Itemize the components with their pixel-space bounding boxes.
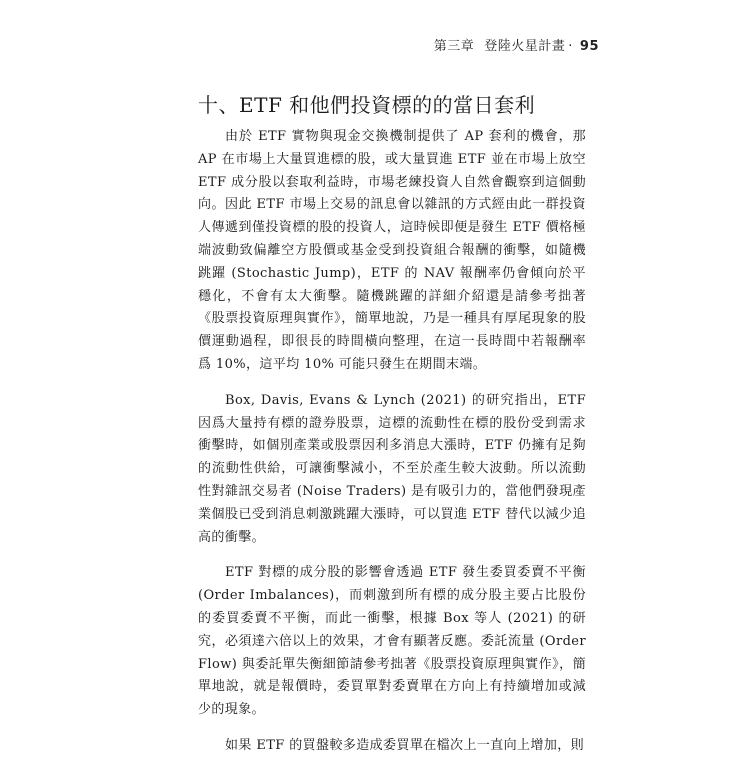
paragraph: ETF 對標的成分股的影響會透過 ETF 發生委買委賣不平衡 (Order Imbalances)，而刺激到所有標的成分股主要占比股份的委買委賣不平衡，而此一衝擊，根據 Box 等人 (2021) 的研究，必須達六倍以上的效果，才會有顯著反應。委託流量 (Order Flow) 與委託單失衡細節請參考拙著《股票投資原理與實作》，簡單地說，就是報價時，委買單對委賣單在方向上有持續增加或減少的現象。 xyxy=(198,565,586,718)
header-separator: ‧ xyxy=(568,39,573,54)
page-number: 95 xyxy=(579,39,599,54)
paragraph: 如果 ETF 的買盤較多造成委買單在檔次上一直向上增加，則 xyxy=(225,737,585,753)
chapter-label: 第三章 xyxy=(433,39,475,54)
body-text xyxy=(198,126,586,771)
chapter-title: 登陸火星計畫 xyxy=(484,39,566,54)
paragraph: Box, Davis, Evans & Lynch (2021) 的研究指出，ETF 因爲大量持有標的證券股票，這標的流動性在標的股份受到需求衝擊時，如個別產業或股票因利多消息大漲時，ETF 仍擁有足夠的流動性供給，可讓衝擊減小，不至於產生較大波動。所以流動性對雜訊交易者 (Noise Traders) 是有吸引力的，當他們發現產業個股已受到消息刺激跳躍大漲時，可以買進 ETF 替代以減少追高的衝擊。 xyxy=(198,392,586,545)
running-header xyxy=(434,35,599,54)
paragraph: 由於 ETF 實物與現金交換機制提供了 AP 套利的機會，那 AP 在市場上大量買進標的股，或大量買進 ETF 並在市場上放空 ETF 成分股以套取利益時，市場老練投資人自然會觀察到這個動向。因此 ETF 市場上交易的訊息會以雜訊的方式經由此一群投資人傳遞到僅投資標的股的投資人，這時候即便是發生 ETF 價格極端波動致偏離空方股價或基金受到投資組合報酬的衝擊，如隨機跳躍 (Stochastic Jump)，ETF 的 NAV 報酬率仍會傾向於平穩化，不會有太大衝擊。隨機跳躍的詳細介紹還是請參考拙著《股票投資原理與實作》，簡單地說，乃是一種具有厚尾現象的股價運動過程，即很長的時間橫向整理，在這一長時間中若報酬率爲 10%，這平均 10% 可能只發生在期間末端。 xyxy=(198,129,586,372)
section-heading: 十、ETF 和他們投資標的的當日套利 xyxy=(198,93,536,117)
